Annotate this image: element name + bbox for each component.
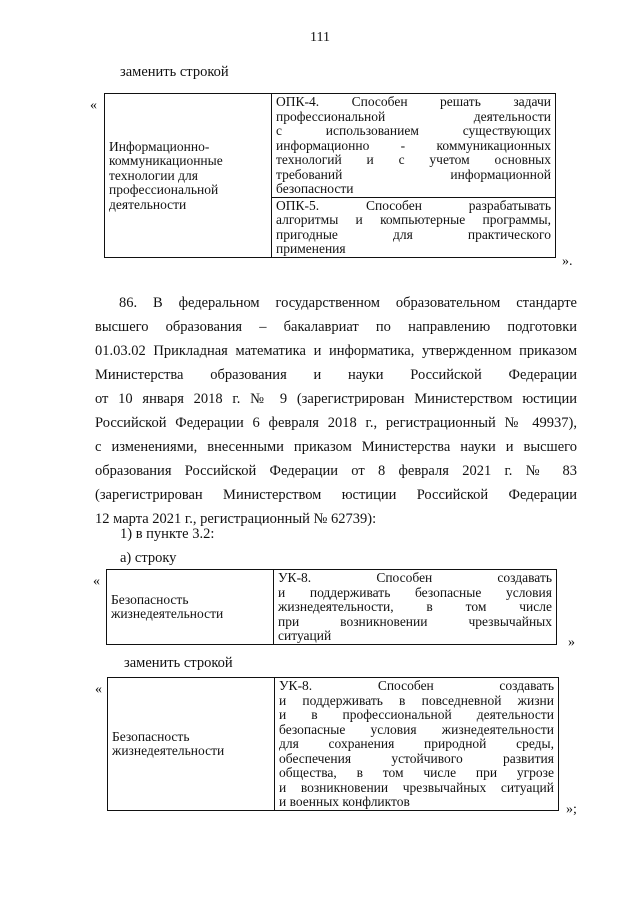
opk5-line: алгоритмы и компьютерные программы, [276,212,551,227]
discipline-line: жизнедеятельности [112,743,225,759]
discipline-line: Безопасность [112,728,190,744]
page-number: 111 [310,30,330,45]
opk5-line: пригодные для практического [276,226,551,242]
opk5-cell [272,197,556,257]
discipline-line: технологии для [109,167,198,183]
close-quote: ». [562,254,573,269]
uk8-line: УК-8. Способен создавать [279,678,554,693]
discipline-line: Информационно- [109,138,210,154]
discipline-line: профессиональной [109,182,219,197]
uk8-line: ситуаций [278,628,332,643]
discipline-line: деятельности [109,196,187,212]
paragraph-line: высшего образования – бакалавриат по направлению подготовки [95,319,577,335]
uk8-cell [275,678,559,811]
opk4-line: безопасности [276,181,354,196]
discipline-line: Безопасность [111,591,189,607]
discipline-line: жизнедеятельности [111,606,224,622]
opk4-cell [272,94,556,198]
uk8-line: и возникновении чрезвычайных ситуаций [279,779,554,795]
uk8-line: УК-8. Способен создавать [278,570,552,585]
uk8-line: обеспечения устойчивого развития [279,750,554,766]
uk8-line: и поддерживать в повседневной жизни [279,692,554,708]
opk4-line: информационно - коммуникационных [276,137,551,153]
table-competency-2 [106,569,557,645]
open-quote: « [90,98,97,113]
opk5-line: ОПК-5. Способен разрабатывать [276,197,551,213]
opk4-line: ОПК-4. Способен решать задачи [276,94,551,109]
opk4-line: требований информационной [276,166,551,182]
paragraph-line: Российской Федерации 6 февраля 2018 г., регистрационный № 49937), [95,415,577,431]
discipline-line: коммуникационные [109,153,223,168]
replace-label-2: заменить строкой [124,655,233,671]
uk8-line: безопасные условия жизнедеятельности [279,721,554,737]
paragraph-line: 01.03.02 Прикладная математика и информатика, утвержденном приказом [95,343,577,359]
paragraph-line: 12 марта 2021 г., регистрационный № 62739): [95,511,377,527]
discipline-cell [107,570,274,645]
paragraph-line: 86. В федеральном государственном образовательном стандарте [119,295,577,311]
uk8-cell [274,570,557,645]
close-quote: » [568,635,575,650]
paragraph-86 [95,291,577,531]
uk8-line: общества, в том числе при угрозе [279,765,554,780]
paragraph-line: с изменениями, внесенными приказом Министерства науки и высшего [95,439,577,455]
discipline-cell [108,678,275,811]
item-a: а) строку [120,550,177,566]
open-quote: « [93,574,100,589]
paragraph-line: образования Российской Федерации от 8 февраля 2021 г. № 83 [95,463,577,479]
open-quote: « [95,682,102,697]
uk8-line: для сохранения природной среды, [279,736,554,751]
discipline-cell [105,94,272,258]
opk5-line: применения [276,241,346,256]
opk4-line: с использованием существующих [276,123,551,138]
opk4-line: профессиональной деятельности [276,108,551,124]
uk8-line: и военных конфликтов [279,794,410,809]
replace-label: заменить строкой [120,64,229,80]
paragraph-line: Министерства образования и науки Российской Федерации [95,367,577,383]
paragraph-line: (зарегистрирован Министерством юстиции Российской Федерации [95,487,577,503]
uk8-line: и поддерживать безопасные условия [278,584,552,600]
uk8-line: и в профессиональной деятельности [279,707,554,722]
opk4-line: технологий и с учетом основных [276,152,551,167]
table-competency-3 [107,677,559,811]
close-quote: »; [566,802,577,817]
uk8-line: при возникновении чрезвычайных [278,613,552,629]
table-competency-1 [104,93,556,258]
paragraph-line: от 10 января 2018 г. № 9 (зарегистрирован Министерством юстиции [95,391,577,407]
uk8-line: жизнедеятельности, в том числе [278,599,552,614]
item-1: 1) в пункте 3.2: [120,526,215,542]
